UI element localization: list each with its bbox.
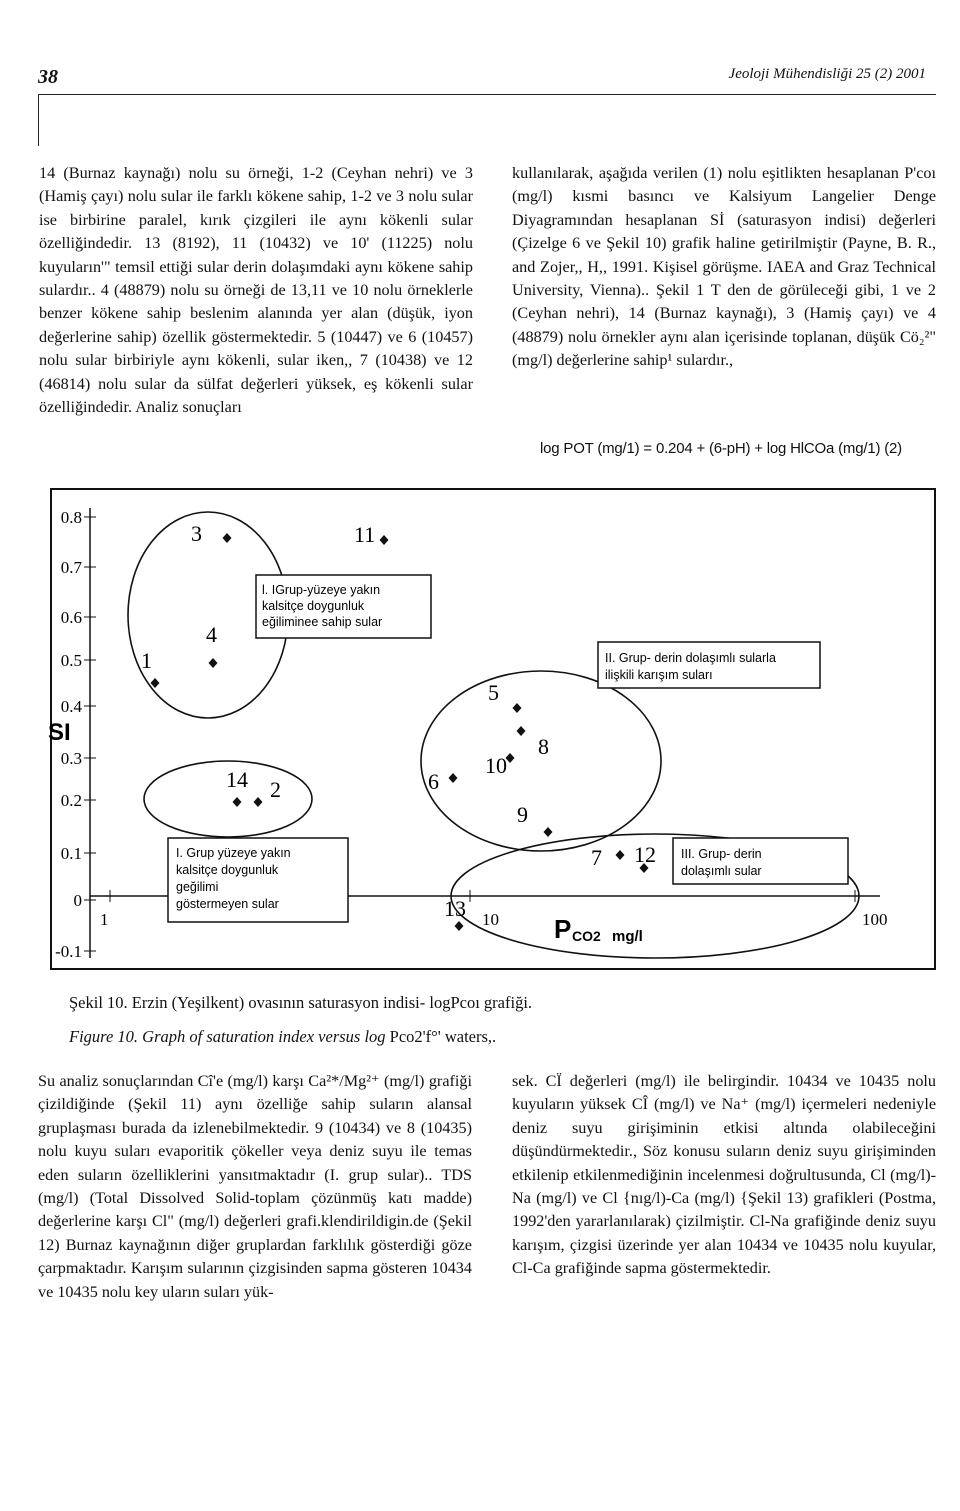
data-point-p14 — [233, 797, 242, 807]
paragraph: 14 (Burnaz kaynağı) nolu su örneği, 1-2 (Ceyhan nehri) ve 3 (Hamiş çayı) nolu sular ile farklı kökene sahip, 1-2 ve 3 nolu sular ise birbirine paralel, kırık çizgileri ile aynı kökenli sular özelliğindedir. 13 (8192), 11 (10432) ve 10' (11225) nolu kuyuların'" temsil ettiği sular derin dolaşımdaki aynı kökene sahip sulardır.. 4 (48879) nolu su örneği de 13,11 ve 10 nolu örneklerle benzer kökene sahip beslenim alanında yer alan (düşük, iyon değerlerine sahip) özellik göstermektedir. 5 (10447) ve 6 (10457) nolu sular birbiriyle aynı kökenli, sular iken,, 7 (10438) ve 12 (46814) nolu sular da sülfat değerleri yüksek, eş kökenli sular özelliğindedir. Analiz sonuçları — [39, 164, 473, 417]
x-tick-label: 1 — [100, 910, 109, 929]
point-label-14: 14 — [226, 767, 248, 792]
point-label-5: 5 — [488, 680, 499, 705]
data-point-p7 — [616, 850, 625, 860]
point-label-4: 4 — [206, 622, 217, 647]
y-axis-label: SI — [48, 719, 71, 746]
data-point-p11 — [380, 535, 389, 545]
point-label-1: 1 — [141, 648, 152, 673]
point-label-9: 9 — [517, 802, 528, 827]
point-label-8: 8 — [538, 734, 549, 759]
x-tick-label: 10 — [482, 910, 499, 929]
data-point-p5 — [513, 703, 522, 713]
x-axis-label: P — [554, 914, 572, 944]
x-axis-label-unit: mg/l — [612, 928, 643, 945]
y-tick-label: 0.7 — [60, 558, 82, 577]
data-point-p2 — [254, 797, 263, 807]
point-label-6: 6 — [428, 769, 439, 794]
x-tick-label: 100 — [862, 910, 888, 929]
group-ellipse-3 — [421, 671, 661, 851]
point-label-3: 3 — [191, 521, 202, 546]
caption-rest: Pco2'f°' waters,. — [385, 1027, 497, 1046]
data-point-p8 — [517, 726, 526, 736]
data-point-p6 — [449, 773, 458, 783]
point-label-7: 7 — [591, 845, 602, 870]
y-tick-label: 0.6 — [60, 608, 82, 627]
data-point-p1 — [151, 678, 160, 688]
point-label-2: 2 — [270, 777, 281, 802]
group-label-text-2: II. Grup- derin dolaşımlı sularla ilişkili karışım suları — [605, 651, 776, 682]
x-axis-label-sub: CO2 — [572, 928, 601, 944]
paragraph: Su analiz sonuçlarından Cî'e (mg/l) karşı Ca²*/Mg²⁺ (mg/l) grafiği çizildiğinde (Şekil 11) aynı özelliğe sahip suların alansal gruplaşması burada da izlenebilmektedir. 9 (10434) ve 8 (10435) nolu kuyu suları evaporitik çökeller veya deniz suyu ile temas eden suların özelliklerini yansıtmaktadır (I. grup sular).. TDS (mg/l) (Total Dissolved Solid-toplam çözünmüş katı madde) değerlerine karşı Cl" (mg/l) değerleri grafi.klendirildigin.de (Şekil 12) Burnaz kaynağının diğer gruplardan farklılık gösterdiği göze çarpmaktadır. Karışım sularının çizgisinden sapma gösteren 10434 ve 10435 nolu key uların suları yük- — [38, 1072, 472, 1301]
paragraph: kullanılarak, aşağıda verilen (1) nolu eşitlikten hesaplanan P'coı (mg/l) kısmi basıncı ve Kalsiyum Langelier Denge Diyagramından hesaplanan Sİ (saturasyon indisi) değerleri (Çizelge 6 ve Şekil 10) grafik haline getirilmiştir (Payne, B. R., and Zojer,, H,, 1991. Kişisel görüşme. IAEA and Graz Technical University, Vienna).. Şekil 1 T den de görüleceği gibi, 1 ve 2 (Ceyhan nehri), 14 (Burnaz kaynağı), 3 (Hamiş çayı) ve 4 (48879) nolu örnekler aynı alan içerisinde toplanan, düşük Cö₂²" (mg/l) değerlerine sahip¹ sulardır., — [512, 164, 936, 370]
y-tick-label: 0.3 — [60, 749, 82, 768]
body-column-3 — [38, 1070, 472, 1304]
point-label-12: 12 — [634, 842, 656, 867]
point-label-11: 11 — [354, 522, 376, 547]
data-point-p13 — [455, 921, 464, 931]
data-point-p9 — [544, 827, 553, 837]
y-tick-label: 0.8 — [60, 508, 82, 527]
data-point-p3 — [223, 533, 232, 543]
y-tick-label: -0.1 — [55, 942, 82, 961]
paragraph: sek. CÏ değerleri (mg/l) ile belirgindir. 10434 ve 10435 nolu kuyuların yüksek CÎ (mg/l) ve Na⁺ (mg/l) içermeleri nedeniyle deniz suyu girişiminin etkisi altında olabileceğini düşündürmektedir., Söz konusu suların deniz suyu girişiminden etkilenip etkilenmediğinin incelenmesi doğrultusunda, Cl (mg/l)-Na (mg/l) ve Cl {nıg/l)-Ca (mg/l) {Şekil 13) grafikleri (Postma, 1992'den yararlanılarak) çizilmiştir. Cl-Na grafiğinde deniz suyu karışım, çizgisi üzerinde yer alan 10434 ve 10435 nolu kuyular, Cl-Ca grafiğinde sapma göstermektedir. — [512, 1072, 936, 1278]
y-tick-label: 0.5 — [60, 651, 82, 670]
equation: log POT (mg/1) = 0.204 + (6-pH) + log HlCOa (mg/1) (2) — [540, 440, 902, 457]
group-label-text-1: l. IGrup-yüzeye yakın kalsitçe doygunluk eğiliminee sahip sular — [262, 583, 383, 629]
y-tick-label: 0 — [73, 891, 82, 910]
y-tick-label: 0.1 — [60, 844, 82, 863]
figure-caption-english — [69, 1027, 496, 1047]
caption-italic: Figure 10. Graph of saturation index versus log — [69, 1027, 386, 1046]
data-point-p4 — [209, 658, 218, 668]
body-column-4 — [512, 1070, 936, 1281]
point-label-13: 13 — [444, 896, 466, 921]
journal-title: Jeoloji Mühendisliği 25 (2) 2001 — [728, 66, 926, 82]
point-label-10: 10 — [485, 753, 507, 778]
y-tick-label: 0.4 — [60, 697, 82, 716]
group-label-text-4: III. Grup- derin dolaşımlı sular — [681, 847, 762, 878]
page-number: 38 — [38, 66, 58, 88]
figure-caption-turkish: Şekil 10. Erzin (Yeşilkent) ovasının saturasyon indisi- logPcoı grafiği. — [69, 993, 533, 1012]
y-tick-label: 0.2 — [60, 791, 82, 810]
group-label-text-3: I. Grup yüzeye yakın kalsitçe doygunluk geğilimi göstermeyen sular — [176, 846, 291, 911]
